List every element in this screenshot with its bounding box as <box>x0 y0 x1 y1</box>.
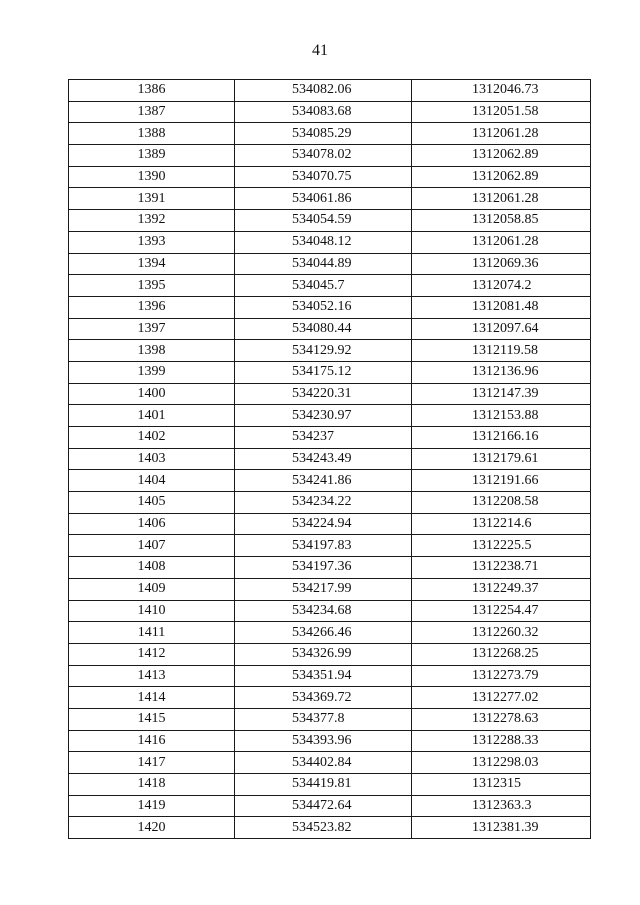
y-coordinate-cell: 1312074.2 <box>412 275 591 297</box>
point-number-cell: 1395 <box>69 275 235 297</box>
x-coordinate-cell: 534082.06 <box>235 80 412 102</box>
table-row <box>69 253 591 275</box>
point-number-cell: 1402 <box>69 427 235 449</box>
x-coordinate-cell: 534175.12 <box>235 361 412 383</box>
table-row <box>69 578 591 600</box>
x-coordinate-cell: 534351.94 <box>235 665 412 687</box>
table-row <box>69 427 591 449</box>
table-row <box>69 665 591 687</box>
y-coordinate-cell: 1312315 <box>412 774 591 796</box>
x-coordinate-cell: 534129.92 <box>235 340 412 362</box>
table-row <box>69 296 591 318</box>
y-coordinate-cell: 1312062.89 <box>412 145 591 167</box>
point-number-cell: 1387 <box>69 101 235 123</box>
point-number-cell: 1412 <box>69 643 235 665</box>
y-coordinate-cell: 1312097.64 <box>412 318 591 340</box>
x-coordinate-cell: 534061.86 <box>235 188 412 210</box>
coordinates-table <box>68 79 591 839</box>
point-number-cell: 1414 <box>69 687 235 709</box>
x-coordinate-cell: 534377.8 <box>235 708 412 730</box>
x-coordinate-cell: 534220.31 <box>235 383 412 405</box>
table-row <box>69 210 591 232</box>
x-coordinate-cell: 534237 <box>235 427 412 449</box>
point-number-cell: 1409 <box>69 578 235 600</box>
x-coordinate-cell: 534045.7 <box>235 275 412 297</box>
x-coordinate-cell: 534402.84 <box>235 752 412 774</box>
x-coordinate-cell: 534472.64 <box>235 795 412 817</box>
table-row <box>69 795 591 817</box>
x-coordinate-cell: 534197.83 <box>235 535 412 557</box>
point-number-cell: 1394 <box>69 253 235 275</box>
point-number-cell: 1389 <box>69 145 235 167</box>
x-coordinate-cell: 534241.86 <box>235 470 412 492</box>
point-number-cell: 1408 <box>69 557 235 579</box>
table-row <box>69 622 591 644</box>
point-number-cell: 1386 <box>69 80 235 102</box>
y-coordinate-cell: 1312046.73 <box>412 80 591 102</box>
y-coordinate-cell: 1312058.85 <box>412 210 591 232</box>
table-row <box>69 188 591 210</box>
table-row <box>69 166 591 188</box>
table-row <box>69 340 591 362</box>
point-number-cell: 1416 <box>69 730 235 752</box>
y-coordinate-cell: 1312214.6 <box>412 513 591 535</box>
point-number-cell: 1415 <box>69 708 235 730</box>
table-row <box>69 535 591 557</box>
table-row <box>69 492 591 514</box>
x-coordinate-cell: 534224.94 <box>235 513 412 535</box>
x-coordinate-cell: 534078.02 <box>235 145 412 167</box>
point-number-cell: 1391 <box>69 188 235 210</box>
table-row <box>69 687 591 709</box>
table-row <box>69 752 591 774</box>
point-number-cell: 1420 <box>69 817 235 839</box>
x-coordinate-cell: 534369.72 <box>235 687 412 709</box>
table-row <box>69 101 591 123</box>
point-number-cell: 1417 <box>69 752 235 774</box>
y-coordinate-cell: 1312254.47 <box>412 600 591 622</box>
table-row <box>69 600 591 622</box>
y-coordinate-cell: 1312153.88 <box>412 405 591 427</box>
table-row <box>69 730 591 752</box>
point-number-cell: 1410 <box>69 600 235 622</box>
table-row <box>69 405 591 427</box>
y-coordinate-cell: 1312051.58 <box>412 101 591 123</box>
y-coordinate-cell: 1312061.28 <box>412 188 591 210</box>
table-row <box>69 557 591 579</box>
table-row <box>69 231 591 253</box>
point-number-cell: 1407 <box>69 535 235 557</box>
x-coordinate-cell: 534048.12 <box>235 231 412 253</box>
table-row <box>69 708 591 730</box>
y-coordinate-cell: 1312208.58 <box>412 492 591 514</box>
y-coordinate-cell: 1312249.37 <box>412 578 591 600</box>
x-coordinate-cell: 534419.81 <box>235 774 412 796</box>
y-coordinate-cell: 1312179.61 <box>412 448 591 470</box>
table-row <box>69 123 591 145</box>
x-coordinate-cell: 534080.44 <box>235 318 412 340</box>
x-coordinate-cell: 534523.82 <box>235 817 412 839</box>
x-coordinate-cell: 534217.99 <box>235 578 412 600</box>
point-number-cell: 1403 <box>69 448 235 470</box>
point-number-cell: 1396 <box>69 296 235 318</box>
table-row <box>69 448 591 470</box>
y-coordinate-cell: 1312273.79 <box>412 665 591 687</box>
x-coordinate-cell: 534197.36 <box>235 557 412 579</box>
table-row <box>69 361 591 383</box>
y-coordinate-cell: 1312260.32 <box>412 622 591 644</box>
y-coordinate-cell: 1312081.48 <box>412 296 591 318</box>
x-coordinate-cell: 534085.29 <box>235 123 412 145</box>
y-coordinate-cell: 1312119.58 <box>412 340 591 362</box>
x-coordinate-cell: 534234.68 <box>235 600 412 622</box>
point-number-cell: 1406 <box>69 513 235 535</box>
table-row <box>69 774 591 796</box>
point-number-cell: 1388 <box>69 123 235 145</box>
x-coordinate-cell: 534054.59 <box>235 210 412 232</box>
y-coordinate-cell: 1312238.71 <box>412 557 591 579</box>
y-coordinate-cell: 1312363.3 <box>412 795 591 817</box>
point-number-cell: 1413 <box>69 665 235 687</box>
y-coordinate-cell: 1312225.5 <box>412 535 591 557</box>
point-number-cell: 1390 <box>69 166 235 188</box>
x-coordinate-cell: 534083.68 <box>235 101 412 123</box>
x-coordinate-cell: 534243.49 <box>235 448 412 470</box>
y-coordinate-cell: 1312278.63 <box>412 708 591 730</box>
x-coordinate-cell: 534266.46 <box>235 622 412 644</box>
point-number-cell: 1399 <box>69 361 235 383</box>
y-coordinate-cell: 1312061.28 <box>412 231 591 253</box>
y-coordinate-cell: 1312147.39 <box>412 383 591 405</box>
y-coordinate-cell: 1312136.96 <box>412 361 591 383</box>
table-row <box>69 275 591 297</box>
y-coordinate-cell: 1312277.02 <box>412 687 591 709</box>
table-row <box>69 383 591 405</box>
table-row <box>69 513 591 535</box>
y-coordinate-cell: 1312298.03 <box>412 752 591 774</box>
y-coordinate-cell: 1312268.25 <box>412 643 591 665</box>
y-coordinate-cell: 1312166.16 <box>412 427 591 449</box>
x-coordinate-cell: 534234.22 <box>235 492 412 514</box>
x-coordinate-cell: 534326.99 <box>235 643 412 665</box>
y-coordinate-cell: 1312288.33 <box>412 730 591 752</box>
point-number-cell: 1418 <box>69 774 235 796</box>
table-row <box>69 80 591 102</box>
point-number-cell: 1419 <box>69 795 235 817</box>
point-number-cell: 1397 <box>69 318 235 340</box>
table-row <box>69 817 591 839</box>
coordinates-table-body <box>69 80 591 839</box>
x-coordinate-cell: 534230.97 <box>235 405 412 427</box>
page-number: 41 <box>312 42 328 59</box>
table-row <box>69 643 591 665</box>
x-coordinate-cell: 534052.16 <box>235 296 412 318</box>
y-coordinate-cell: 1312191.66 <box>412 470 591 492</box>
y-coordinate-cell: 1312381.39 <box>412 817 591 839</box>
point-number-cell: 1404 <box>69 470 235 492</box>
point-number-cell: 1400 <box>69 383 235 405</box>
point-number-cell: 1405 <box>69 492 235 514</box>
y-coordinate-cell: 1312061.28 <box>412 123 591 145</box>
table-row <box>69 145 591 167</box>
point-number-cell: 1393 <box>69 231 235 253</box>
x-coordinate-cell: 534070.75 <box>235 166 412 188</box>
point-number-cell: 1401 <box>69 405 235 427</box>
table-row <box>69 470 591 492</box>
y-coordinate-cell: 1312062.89 <box>412 166 591 188</box>
point-number-cell: 1392 <box>69 210 235 232</box>
x-coordinate-cell: 534044.89 <box>235 253 412 275</box>
table-row <box>69 318 591 340</box>
x-coordinate-cell: 534393.96 <box>235 730 412 752</box>
point-number-cell: 1411 <box>69 622 235 644</box>
point-number-cell: 1398 <box>69 340 235 362</box>
y-coordinate-cell: 1312069.36 <box>412 253 591 275</box>
